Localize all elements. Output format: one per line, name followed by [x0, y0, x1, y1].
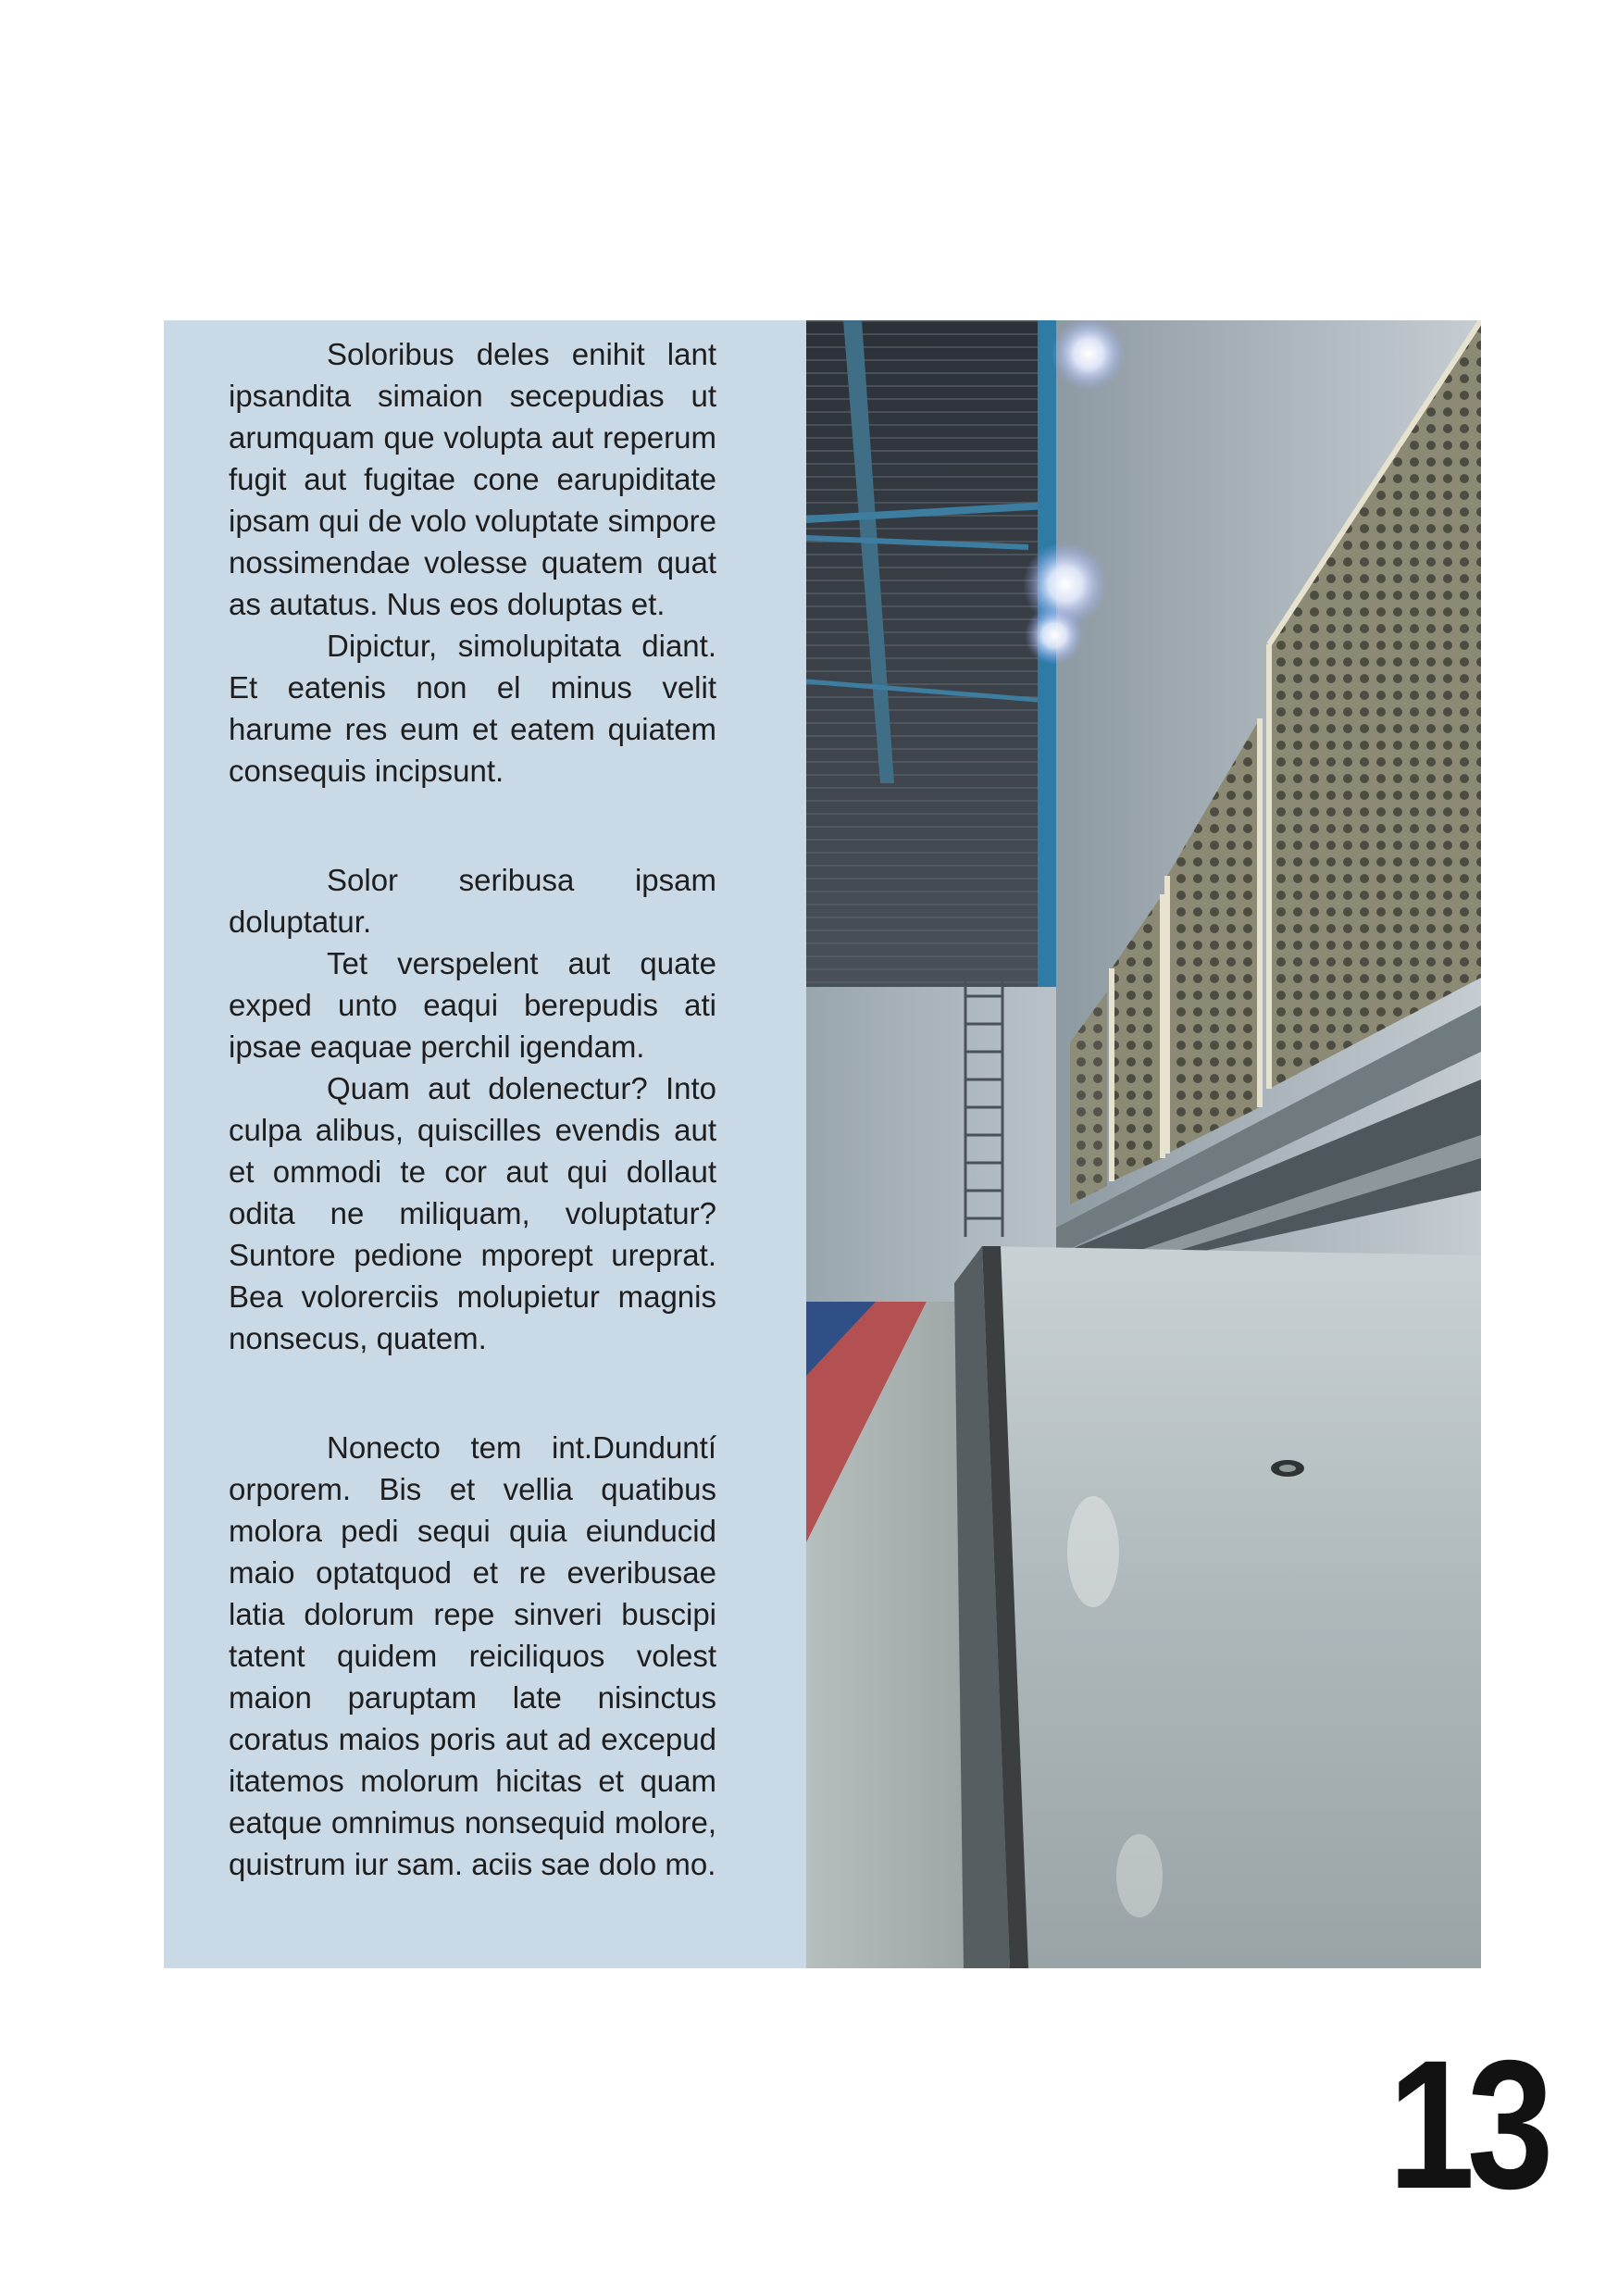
text-panel — [164, 320, 806, 1968]
body-paragraph-5: Quam aut dolenectur? Into culpa alibus, quiscilles evendis aut et ommodi te cor aut qui dollaut odita ne miliquam, voluptatur? Suntore pedione mporept ureprat. Bea volorerciis molupietur magnis nonsecus, quatem. — [229, 1071, 716, 1355]
page-number: 13 — [1388, 2022, 1546, 2227]
body-paragraph-1: Soloribus deles enihit lant ipsandita simaion secepudias ut arumquam que volupta aut reperum fugit aut fugitae cone earupiditate ipsam qui de volo voluptate simpore nossimendae volesse quatem quat as autatus. Nus eos doluptas et. — [229, 337, 716, 621]
body-paragraph-3: Solor seribusa ipsam doluptatur. — [229, 863, 716, 939]
body-text-column — [229, 333, 716, 1885]
body-paragraph-6: Nonecto tem int.Dunduntí orporem. Bis et vellia quatibus molora pedi sequi quia eiunducid maio optatquod et re everibusae latia dolorum repe sinveri buscipi tatent quidem reiciliquos volest maion paruptam late nisinctus coratus maios poris aut ad excepud itatemos molorum hicitas et quam eatque omnimus nonsequid molore, quistrum iur sam. aciis sae dolo mo. — [229, 1430, 716, 1881]
gymnasium-bleachers-photo — [806, 320, 1481, 1968]
body-paragraph-2: Dipictur, simolupitata diant. Et eatenis non el minus velit harume res eum et eatem quiatem consequis incipsunt. — [229, 629, 716, 788]
body-paragraph-4: Tet verspelent aut quate exped unto eaqui berepudis ati ipsae eaquae perchil igendam. — [229, 946, 716, 1064]
